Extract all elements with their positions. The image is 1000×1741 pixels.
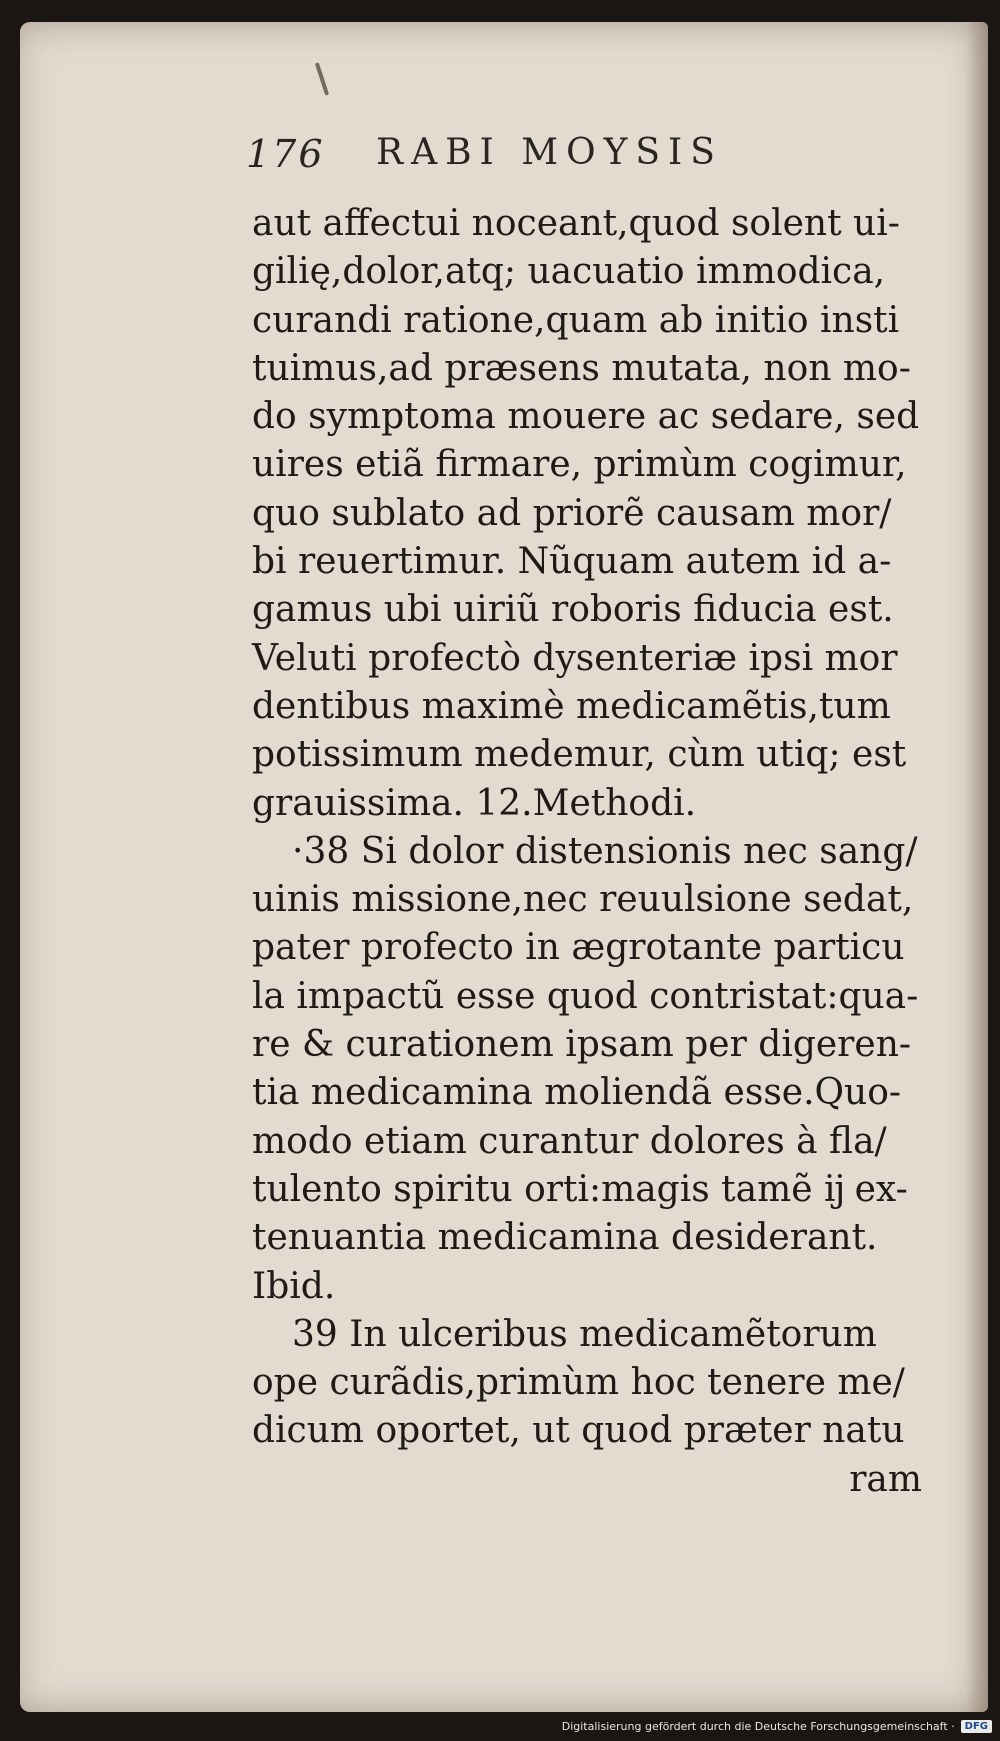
text-line: ·38 Si dolor distensionis nec sang/ <box>292 830 918 872</box>
text-line: tuimus,ad præsens mutata, non mo- <box>252 347 911 389</box>
text-line: Ibid. <box>252 1265 336 1307</box>
book-page <box>20 22 988 1712</box>
digitization-credit <box>562 1715 992 1737</box>
text-line: la impactũ esse quod contristat:qua- <box>252 975 919 1017</box>
page-edge-shadow <box>966 22 988 1712</box>
page-number: 176 <box>246 132 325 176</box>
text-line: bi reuertimur. Nũquam autem id a- <box>252 541 892 583</box>
text-line: aut affectui noceant,quod solent ui- <box>252 203 900 244</box>
text-line: dentibus maximè medicamẽtis,tum <box>252 685 891 727</box>
text-line: gilię,dolor,atq; uacuatio immodica, <box>252 251 886 293</box>
text-line: quo sublato ad priorẽ causam mor/ <box>252 492 892 534</box>
page-body-text <box>252 200 952 1504</box>
text-line: do symptoma mouere ac sedare, sed <box>252 396 920 438</box>
text-line: potissimum medemur, cùm utiq; est <box>252 734 907 776</box>
text-line: modo etiam curantur dolores à fla/ <box>252 1120 887 1162</box>
text-line: uires etiã firmare, primùm cogimur, <box>252 444 907 486</box>
text-line: curandi ratione,quam ab initio insti <box>252 299 900 341</box>
text-line: tulento spiritu orti:magis tamẽ ĳ ex- <box>252 1168 908 1210</box>
ink-mark <box>315 62 329 96</box>
credit-text: Digitalisierung gefördert durch die Deutsche Forschungsgemeinschaft · <box>561 1719 955 1733</box>
page-header <box>246 132 786 202</box>
text-line: re & curationem ipsam per digeren- <box>252 1024 912 1066</box>
text-line: gamus ubi uiriũ roboris fiducia est. <box>252 589 894 631</box>
running-head: RABI MOYSIS <box>376 132 723 173</box>
text-line: pater profecto in ægrotante particu <box>252 927 905 969</box>
text-line: tenuantia medicamina desiderant. <box>252 1217 878 1259</box>
text-line: 39 In ulceribus medicamẽtorum <box>292 1313 877 1355</box>
text-line: ope curãdis,primùm hoc tenere me/ <box>252 1362 905 1404</box>
text-line: grauissima. 12.Methodi. <box>252 782 697 824</box>
catchword: ram <box>849 1458 922 1500</box>
text-line: uinis missione,nec reuulsione sedat, <box>252 879 914 921</box>
dfg-logo-icon: DFG <box>961 1720 992 1733</box>
text-line: Veluti profectò dysenteriæ ipsi mor <box>252 637 898 679</box>
text-line: dicum oportet, ut quod præter natu <box>252 1410 905 1452</box>
text-line: tia medicamina moliendã esse.Quo- <box>252 1072 902 1114</box>
